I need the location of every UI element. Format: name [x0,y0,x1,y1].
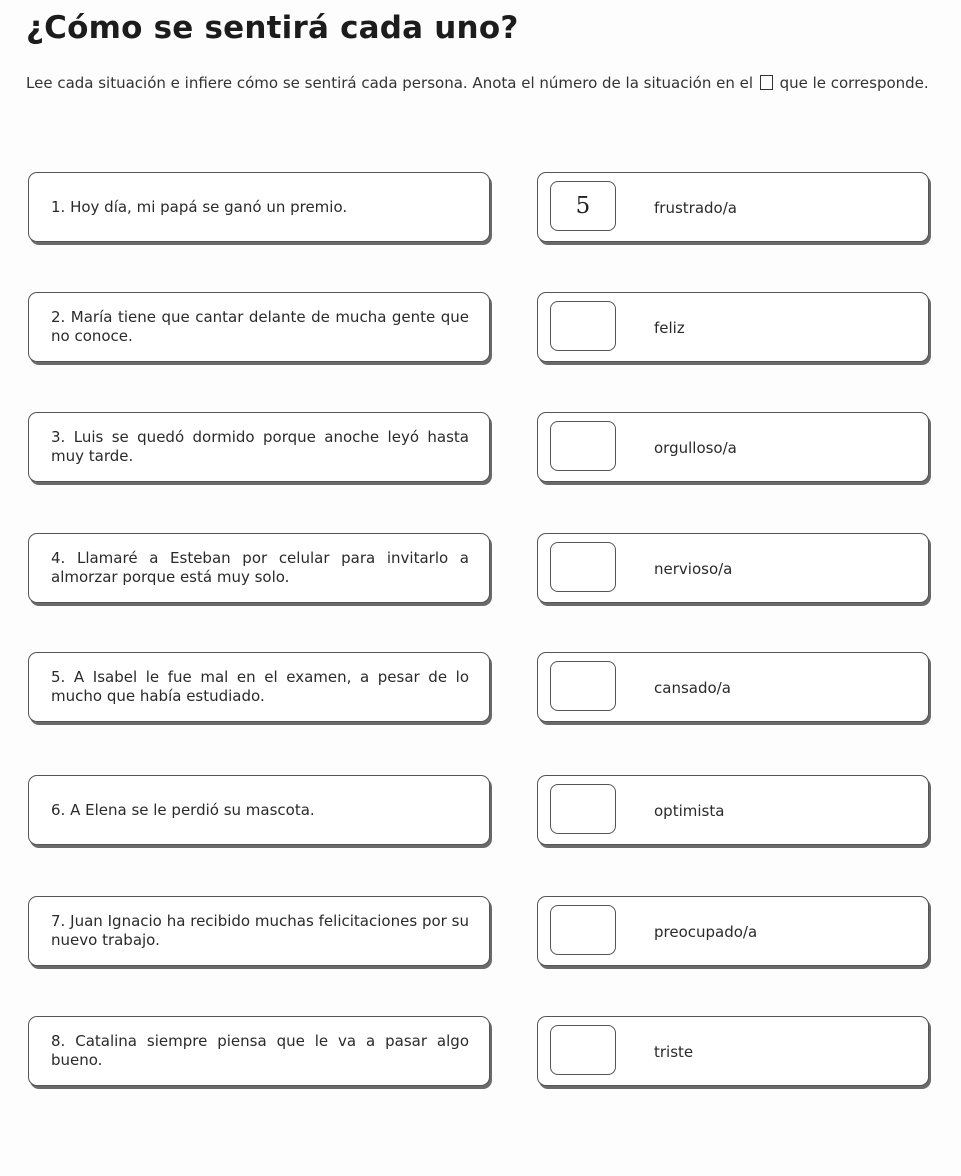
situation-card [28,533,490,603]
emotion-card [537,775,929,845]
emotion-card [537,412,929,482]
situation-text: 4. Llamaré a Esteban por celular para invitarlo a almorzar porque está muy solo. [51,549,469,586]
emotion-card [537,533,929,603]
situation-text: 6. A Elena se le perdió su mascota. [51,800,315,819]
emotion-label: orgulloso/a [654,439,737,457]
answer-box[interactable] [550,1025,616,1075]
situation-card [28,172,490,242]
exercise-row-6 [0,775,961,849]
emotion-card [537,652,929,722]
situation-text: 3. Luis se quedó dormido porque anoche leyó hasta muy tarde. [51,428,469,465]
answer-box[interactable] [550,661,616,711]
situation-text: 8. Catalina siempre piensa que le va a pasar algo bueno. [51,1032,469,1069]
exercise-row-5 [0,652,961,726]
answer-box[interactable] [550,905,616,955]
answer-box[interactable] [550,421,616,471]
exercise-row-3 [0,412,961,486]
situation-card [28,896,490,966]
emotion-label: triste [654,1043,694,1061]
situation-card [28,1016,490,1086]
situation-card [28,652,490,722]
emotion-card [537,1016,929,1086]
emotion-label: frustrado/a [654,199,737,217]
emotion-label: nervioso/a [654,560,733,578]
square-box-icon [760,75,773,90]
answer-box[interactable] [550,784,616,834]
exercise-row-2 [0,292,961,366]
instructions-text-start: Lee cada situación e infiere cómo se sentirá cada persona. Anota el número de la situación en el [26,74,753,92]
emotion-label: feliz [654,319,685,337]
situation-text: 1. Hoy día, mi papá se ganó un premio. [51,197,348,216]
answer-box[interactable] [550,542,616,592]
situation-card [28,412,490,482]
emotion-label: cansado/a [654,679,731,697]
instructions-text-end: que le corresponde. [779,74,929,92]
situation-text: 7. Juan Ignacio ha recibido muchas felicitaciones por su nuevo trabajo. [51,912,469,949]
answer-box[interactable] [550,301,616,351]
situation-card [28,292,490,362]
exercise-row-8 [0,1016,961,1090]
exercise-row-1 [0,172,961,246]
page-title: ¿Cómo se sentirá cada uno? [26,10,519,46]
situation-text: 5. A Isabel le fue mal en el examen, a pesar de lo mucho que había estudiado. [51,668,469,705]
situation-text: 2. María tiene que cantar delante de mucha gente que no conoce. [51,308,469,345]
situation-card [28,775,490,845]
exercise-row-4 [0,533,961,607]
emotion-card [537,292,929,362]
emotion-label: optimista [654,802,725,820]
emotion-label: preocupado/a [654,923,758,941]
exercise-row-7 [0,896,961,970]
emotion-card [537,896,929,966]
instructions [26,72,936,94]
answer-box[interactable]: 5 [550,181,616,231]
emotion-card [537,172,929,242]
